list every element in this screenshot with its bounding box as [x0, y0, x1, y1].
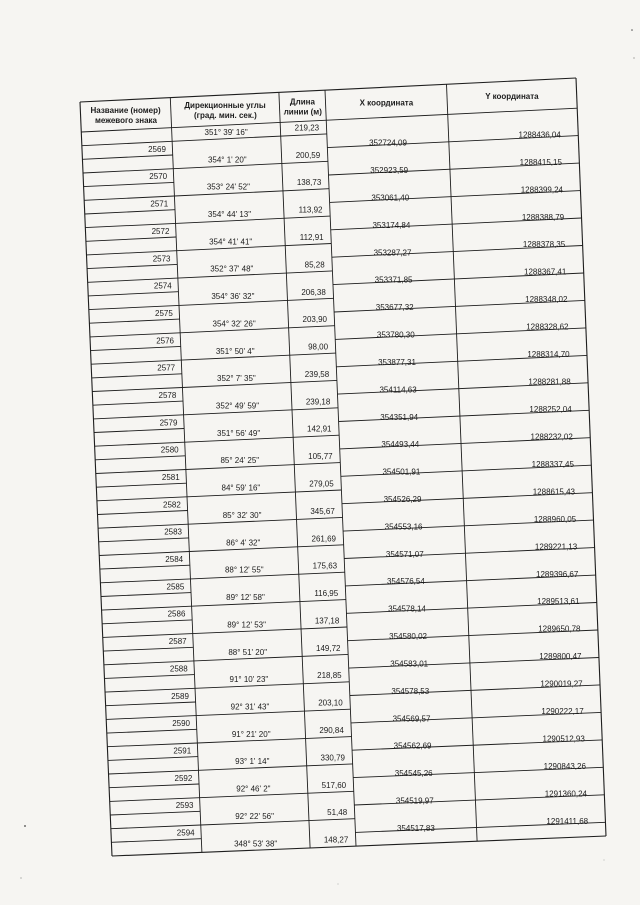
row-separator-segment: [197, 737, 351, 743]
y-coordinate: 1290222,17: [541, 707, 584, 717]
row-separator-segment: [188, 517, 342, 524]
row-separator-segment: [187, 490, 341, 497]
row-separator-segment: [193, 627, 347, 634]
point-name: 2586: [167, 609, 186, 619]
x-coordinate: 353287,27: [373, 248, 412, 258]
row-separator-segment: [173, 161, 328, 168]
line-length: 85,28: [304, 260, 325, 270]
row-separator-segment: [195, 682, 349, 689]
point-name: 2569: [148, 144, 166, 154]
row-separator-name: [99, 538, 189, 542]
x-coordinate: 354501,91: [382, 467, 421, 477]
y-coordinate: 1290843,26: [543, 762, 586, 771]
row-separator-segment: [184, 408, 339, 415]
x-coordinate: 354351,94: [380, 412, 419, 422]
x-coordinate: 353677,32: [375, 303, 414, 313]
point-name: 2572: [151, 226, 170, 236]
line-length: 203,10: [318, 698, 343, 708]
x-coordinate: 353877,31: [378, 357, 416, 367]
point-name: 2579: [159, 418, 178, 428]
point-name: 2577: [157, 363, 176, 373]
x-coordinate: 353174,84: [372, 220, 411, 230]
y-coordinate: 1288281,88: [528, 377, 571, 387]
point-name: 2590: [172, 719, 190, 729]
x-coordinate: 354526,29: [383, 495, 422, 504]
line-length: 112,91: [299, 233, 324, 242]
line-length: 203,90: [302, 315, 327, 325]
line-length: 138,73: [296, 178, 322, 188]
direction-angle: 352° 7' 35": [217, 374, 256, 384]
row-separator-segment: [180, 326, 335, 333]
line-length: 142,91: [307, 424, 332, 434]
header-line-length: Длина: [289, 97, 315, 107]
y-coordinate: 1288388,79: [521, 212, 565, 222]
row-separator-name: [111, 839, 201, 843]
direction-angle: 85° 24' 25": [220, 456, 260, 466]
x-coordinate: 354578,53: [391, 686, 430, 696]
row-separator-name: [107, 729, 197, 733]
row-separator-segment: [178, 271, 333, 278]
header-point-name: межевого знака: [94, 115, 158, 125]
point-name: 2573: [152, 254, 171, 264]
table-border-left: [80, 102, 112, 856]
point-name: 2592: [174, 773, 193, 783]
y-coordinate: 1291360,24: [544, 789, 587, 799]
x-coordinate: 354545,26: [394, 769, 433, 779]
x-coordinate: 354571,07: [385, 549, 424, 559]
y-coordinate: 1289513,61: [537, 597, 580, 607]
header-y-coordinate: Y координата: [485, 92, 539, 102]
line-length: 148,27: [323, 835, 349, 845]
row-separator-name: [82, 155, 172, 159]
line-length: 149,72: [316, 643, 341, 653]
line-length: 239,18: [305, 397, 331, 407]
direction-angle: 93° 1' 14": [235, 757, 270, 767]
direction-angle: 91° 10' 23": [229, 675, 269, 685]
point-name: 2574: [153, 281, 172, 291]
point-name: 2593: [175, 801, 194, 811]
direction-angle: 354° 36' 32": [211, 292, 255, 302]
y-coordinate: 1288436,04: [518, 130, 561, 140]
point-name: 2578: [158, 391, 177, 400]
y-coordinate: 1288367,41: [524, 267, 567, 277]
point-name: 2585: [166, 582, 185, 592]
header-direction-angles: (град. мин. сек.): [194, 111, 257, 120]
row-separator-segment: [186, 463, 340, 470]
direction-angle: 86° 4' 32": [226, 538, 261, 548]
y-coordinate: 1288328,62: [526, 322, 569, 332]
header-line-length: линии (м): [283, 107, 322, 117]
direction-angle: 352° 49' 59": [215, 401, 260, 411]
y-coordinate: 1288615,43: [532, 487, 575, 497]
header-point-name: Название (номер): [90, 105, 161, 115]
y-coordinate: 1288337,45: [531, 459, 574, 469]
point-name: 2583: [164, 527, 182, 537]
direction-angle: 92° 22' 56": [235, 812, 274, 821]
row-separator-segment: [200, 791, 354, 797]
direction-angle: 89° 12' 53": [227, 620, 266, 630]
direction-angle: 354° 32' 26": [212, 319, 256, 329]
x-coordinate: 354517,83: [396, 823, 435, 833]
x-coordinate: 352923,59: [370, 166, 409, 176]
point-name: 2591: [173, 746, 192, 756]
direction-angle: 84° 59' 16": [221, 483, 261, 493]
point-name: 2582: [163, 500, 181, 510]
point-name: 2594: [176, 828, 195, 838]
direction-angle: 348° 53' 38": [234, 839, 278, 849]
line-length: 137,18: [314, 616, 340, 626]
row-separator-name: [94, 429, 184, 433]
row-separator-name: [91, 346, 181, 350]
row-separator-name: [102, 620, 192, 624]
point-name: 2584: [165, 555, 184, 564]
line-length: 105,77: [308, 452, 333, 462]
x-coordinate: 354569,57: [392, 714, 431, 724]
x-coordinate: 354114,63: [379, 385, 417, 395]
row-separator-segment: [194, 654, 348, 661]
line-length: 279,05: [309, 479, 334, 489]
direction-angle: 89° 12' 58": [226, 593, 265, 603]
row-separator-segment: [199, 764, 353, 770]
point-name: 2575: [155, 309, 173, 318]
point-name: 2589: [171, 691, 189, 701]
line-length: 330,79: [320, 753, 345, 763]
line-length: 175,63: [312, 561, 338, 571]
row-separator-name: [87, 264, 177, 268]
row-separator-name: [109, 784, 199, 788]
row-separator-segment: [201, 819, 355, 825]
row-separator-segment: [185, 435, 340, 442]
x-coordinate: 353780,30: [376, 330, 415, 340]
x-coordinate: 354580,02: [389, 632, 428, 641]
line-length: 206,38: [301, 287, 326, 297]
column-separator: [447, 84, 478, 841]
y-coordinate: 1290019,27: [540, 679, 583, 689]
row-separator-name: [106, 702, 196, 706]
point-name: 2581: [161, 473, 180, 482]
y-coordinate: 1288348,02: [525, 295, 568, 305]
row-separator-name: [98, 511, 188, 515]
point-name: 2580: [160, 445, 179, 455]
row-separator-name: [95, 456, 185, 460]
y-coordinate: 1289650,78: [538, 624, 581, 634]
direction-angle: 354° 41' 41": [209, 237, 253, 247]
y-coordinate: 1288415,15: [519, 157, 562, 167]
x-coordinate: 353061,40: [371, 193, 410, 203]
row-separator-segment: [179, 298, 334, 305]
row-separator-name: [96, 483, 186, 487]
direction-angle: 351° 39' 16": [204, 127, 248, 137]
y-coordinate: 1288232,02: [530, 432, 573, 442]
y-coordinate: 1288252,04: [529, 405, 572, 414]
y-coordinate: 1289221,13: [534, 542, 578, 552]
table-border-right: [576, 78, 606, 836]
x-coordinate: 354578,14: [388, 604, 426, 614]
x-coordinate: 354583,01: [390, 659, 429, 669]
line-length: 98,00: [308, 342, 329, 352]
x-coordinate: 354553,16: [384, 522, 423, 532]
header-direction-angles: Дирекционные углы: [184, 101, 266, 110]
line-length: 290,84: [319, 726, 344, 735]
point-name: 2587: [168, 637, 187, 647]
point-name: 2588: [169, 664, 188, 674]
direction-angle: 91° 21' 20": [231, 729, 271, 739]
x-coordinate: 354562,69: [393, 741, 432, 751]
point-name: 2570: [149, 172, 168, 182]
direction-angle: 351° 56' 49": [217, 428, 261, 438]
row-separator-name: [100, 565, 190, 569]
row-separator-segment: [176, 216, 331, 223]
y-coordinate: 1291411,68: [546, 816, 589, 826]
row-separator-name: [108, 757, 198, 761]
point-name: 2576: [156, 336, 174, 346]
x-coordinate: 352724,09: [369, 138, 407, 148]
row-separator-name: [89, 319, 179, 323]
direction-angle: 85° 32' 30": [222, 511, 262, 520]
line-length: 218,85: [317, 671, 342, 681]
x-coordinate: 353371,85: [374, 275, 413, 285]
direction-angle: 354° 1' 20": [207, 155, 247, 165]
row-separator-segment: [182, 380, 337, 387]
row-separator-segment: [177, 244, 332, 251]
direction-angle: 352° 37' 48": [210, 264, 254, 274]
row-separator-segment: [189, 545, 343, 552]
x-coordinate: 354519,97: [395, 796, 434, 806]
y-coordinate: 1290512,93: [542, 734, 585, 744]
y-coordinate: 1288399,24: [520, 185, 563, 195]
y-coordinate: 1289396,67: [536, 569, 579, 579]
row-separator-name: [105, 675, 195, 679]
y-coordinate: 1288314,70: [527, 350, 570, 360]
direction-angle: 88° 12' 55": [224, 565, 264, 575]
x-coordinate: 354576,54: [386, 577, 425, 587]
line-length: 517,60: [321, 780, 347, 790]
point-name: 2571: [150, 199, 169, 209]
line-length: 200,59: [295, 150, 321, 160]
line-length: 345,67: [310, 506, 335, 516]
row-separator-segment: [181, 353, 335, 360]
row-separator-name: [103, 647, 193, 651]
direction-angle: 353° 24' 52": [206, 182, 250, 192]
row-separator-name: [86, 237, 176, 241]
row-separator-segment: [174, 189, 329, 196]
row-separator-segment: [196, 709, 350, 715]
direction-angle: 354° 44' 13": [207, 210, 252, 219]
line-length: 116,95: [314, 589, 339, 599]
row-separator-name: [85, 210, 175, 214]
line-length: 113,92: [298, 205, 323, 215]
row-separator-name: [88, 292, 178, 296]
direction-angle: 351° 50' 4": [215, 346, 255, 356]
x-coordinate: 354493,44: [381, 440, 420, 450]
row-separator-segment: [172, 134, 327, 141]
row-separator-name: [101, 593, 191, 597]
row-separator-segment: [190, 572, 344, 579]
direction-angle: 92° 31' 43": [230, 702, 270, 712]
line-length: 261,69: [311, 534, 336, 544]
line-length: 51,48: [327, 808, 348, 818]
row-separator-name: [110, 811, 200, 815]
line-length: 219,23: [294, 123, 320, 133]
row-separator-segment: [192, 600, 346, 607]
row-separator-name: [93, 401, 183, 405]
row-separator-name: [84, 182, 174, 186]
direction-angle: 88° 51' 20": [228, 647, 268, 657]
y-coordinate: 1288960,05: [533, 514, 577, 524]
row-separator-name: [92, 374, 182, 378]
line-length: 239,58: [304, 369, 330, 379]
header-x-coordinate: X координата: [359, 98, 414, 108]
y-coordinate: 1288378,35: [522, 240, 566, 250]
y-coordinate: 1289800,47: [539, 652, 582, 662]
direction-angle: 92° 46' 2": [236, 784, 271, 794]
